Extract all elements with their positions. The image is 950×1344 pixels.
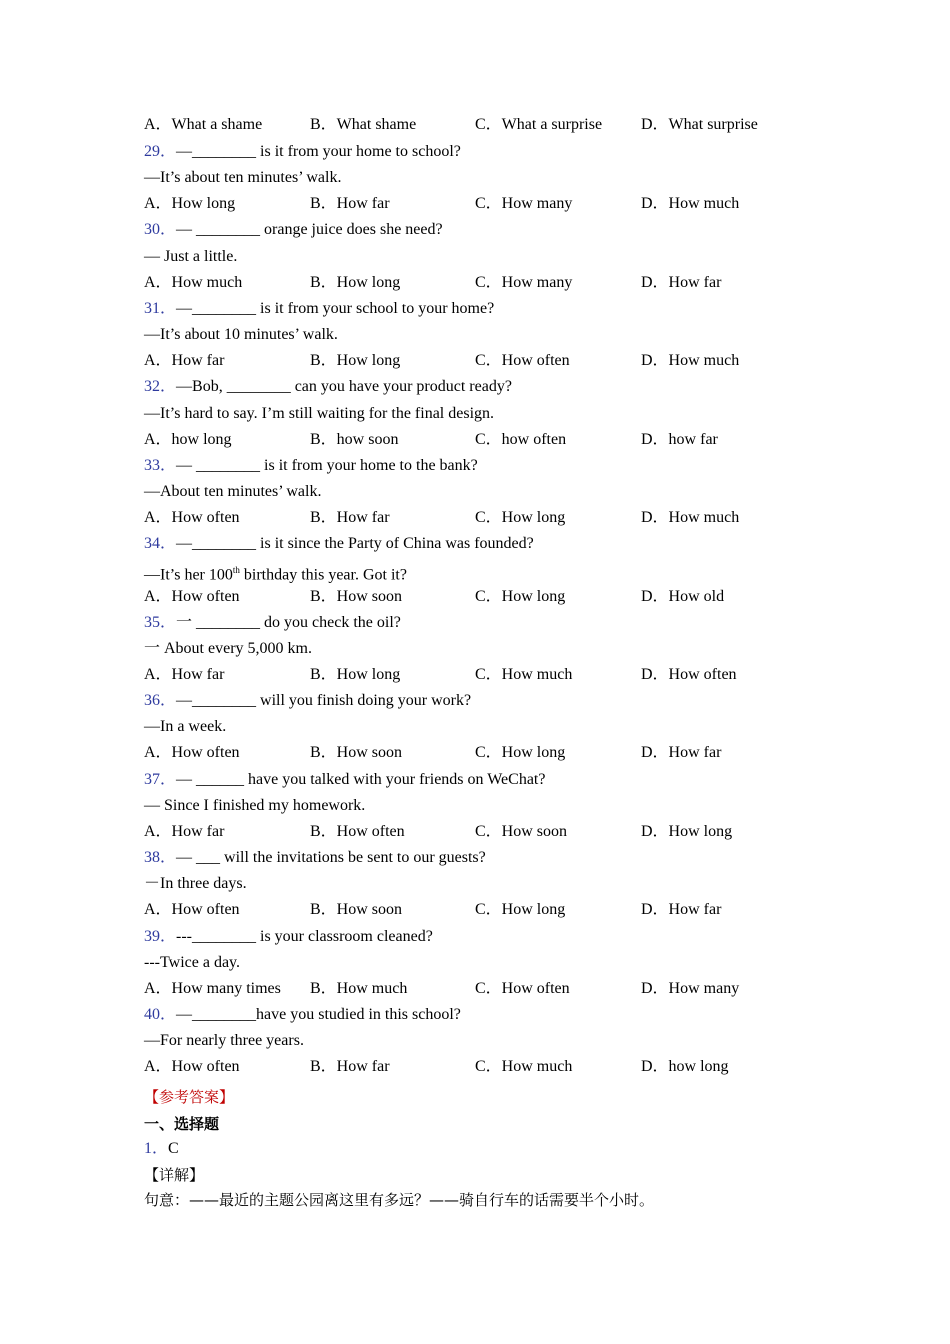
answer-blank: ________ [192, 692, 257, 710]
question-text: is your classroom cleaned? [256, 927, 433, 945]
option-a: A．How often [144, 901, 240, 919]
question-number: 29． [144, 143, 177, 160]
option-a: A．How often [144, 1058, 240, 1076]
dialogue-response: —About ten minutes’ walk. [144, 482, 322, 500]
option-a: A．How often [144, 587, 240, 605]
question-38 [144, 846, 486, 870]
dialogue-response: —For nearly three years. [144, 1032, 304, 1050]
options-row-32 [144, 428, 844, 452]
option-a: A．How much [144, 273, 243, 291]
option-b: B．How far [310, 195, 390, 213]
answer-blank: ______ [196, 770, 245, 788]
option-d: D．How much [641, 195, 740, 213]
option-c: C．How often [475, 352, 570, 370]
question-31 [144, 297, 494, 321]
question-number: 35． [144, 613, 177, 631]
option-d: D．how long [641, 1058, 729, 1076]
question-number: 33． [144, 456, 177, 474]
option-d: D．How far [641, 744, 722, 762]
option-c: C．What a surprise [475, 116, 603, 133]
question-prefix: — [176, 456, 197, 474]
question-text: have you studied in this school? [256, 1005, 461, 1023]
question-prefix: — [176, 221, 197, 239]
option-c: C．How long [475, 901, 566, 919]
ordinal-suffix: th [232, 565, 240, 576]
option-c: C．How much [475, 666, 573, 683]
question-number: 39． [144, 927, 177, 945]
option-a: A．How many times [144, 979, 281, 997]
option-d: D．How much [641, 509, 740, 527]
question-number: 31． [144, 299, 177, 317]
dialogue-response: —It’s about 10 minutes’ walk. [144, 326, 338, 344]
options-row-36 [144, 741, 844, 765]
question-37 [144, 768, 545, 792]
question-30 [144, 218, 443, 242]
question-number: 38． [144, 849, 177, 867]
answers-heading: 【参考答案】 [144, 1088, 235, 1106]
question-prefix: — [176, 143, 193, 160]
question-prefix: — [176, 535, 193, 553]
option-b: B．How far [310, 1058, 390, 1076]
detail-label: 【详解】 [144, 1166, 205, 1184]
options-row-38 [144, 898, 844, 922]
option-d: D．How far [641, 273, 722, 291]
option-b: B．How long [310, 273, 401, 291]
option-d: D．What surprise [641, 116, 758, 133]
question-text: have you talked with your friends on WeChat? [244, 770, 546, 788]
question-32 [144, 375, 512, 399]
question-prefix: —Bob, [176, 378, 227, 396]
question-33 [144, 454, 478, 478]
question-number: 40． [144, 1005, 177, 1023]
option-c: C．How many [475, 195, 573, 213]
dialogue-response: — Since I finished my homework. [144, 796, 366, 814]
dialogue-response: —It’s hard to say. I’m still waiting for the final design. [144, 404, 495, 422]
answer-blank: ________ [226, 378, 291, 396]
question-number: 34． [144, 535, 177, 553]
answer-blank: ________ [192, 299, 257, 317]
answer-blank: ________ [192, 143, 257, 160]
answer-blank: ________ [196, 221, 261, 239]
answer-blank: ________ [192, 535, 257, 553]
options-row-35 [144, 663, 844, 687]
option-c: C．How long [475, 587, 566, 605]
option-a: A．how long [144, 430, 232, 448]
options-row-31 [144, 349, 844, 373]
options-row-33 [144, 506, 844, 530]
answer-blank: ________ [196, 613, 261, 631]
dialogue-response: ---Twice a day. [144, 953, 241, 971]
question-text: can you have your product ready? [290, 378, 512, 396]
option-b: B．How long [310, 666, 401, 683]
option-b: B．What shame [310, 116, 417, 133]
question-prefix: 一 [176, 613, 197, 631]
question-36 [144, 689, 471, 713]
option-b: B．How long [310, 352, 401, 370]
dialogue-response: —In a week. [144, 718, 227, 736]
option-c: C．How often [475, 979, 570, 997]
dialogue-response: 一 About every 5,000 km. [144, 639, 312, 657]
question-prefix: — [176, 692, 193, 710]
answer-blank: ________ [192, 927, 256, 945]
option-d: D．How many [641, 979, 740, 997]
answer-blank: ___ [196, 849, 221, 867]
question-number: 30． [144, 221, 177, 239]
option-c: C．How many [475, 273, 573, 291]
dialogue-response: —It’s about ten minutes’ walk. [144, 169, 342, 187]
option-b: B．how soon [310, 430, 399, 448]
option-a: A．What a shame [144, 116, 263, 133]
question-prefix: --- [176, 927, 192, 945]
options-row-28 [144, 113, 844, 137]
option-c: C．how often [475, 430, 567, 448]
question-number: 37． [144, 770, 177, 788]
question-prefix: — [176, 770, 197, 788]
options-row-37 [144, 820, 844, 844]
question-text: is it from your home to school? [256, 143, 461, 160]
option-a: A．How far [144, 666, 225, 683]
question-text: is it since the Party of China was founded? [256, 535, 534, 553]
options-row-29 [144, 192, 844, 216]
option-b: B．How soon [310, 901, 403, 919]
question-35 [144, 611, 401, 635]
option-a: A．How far [144, 352, 225, 370]
question-prefix: — [176, 849, 197, 867]
option-d: D．How often [641, 666, 737, 683]
question-text: do you check the oil? [260, 613, 401, 631]
question-prefix: — [176, 1005, 193, 1023]
option-b: B．How soon [310, 587, 403, 605]
option-d: D．How far [641, 901, 722, 919]
option-b: B．How often [310, 822, 405, 840]
question-text: will the invitations be sent to our guests? [220, 849, 486, 867]
option-d: D．How long [641, 822, 733, 840]
option-d: D．How much [641, 352, 740, 370]
response-text: birthday this year. Got it? [239, 566, 407, 584]
section-title: 一、选择题 [144, 1115, 220, 1133]
question-number: 32． [144, 378, 177, 396]
dialogue-response [144, 558, 407, 582]
option-c: C．How long [475, 744, 566, 762]
option-a: A．How far [144, 822, 225, 840]
option-a: A．How often [144, 509, 240, 527]
dialogue-response: — Just a little. [144, 247, 238, 265]
question-prefix: — [176, 299, 193, 317]
question-text: is it from your home to the bank? [260, 456, 478, 474]
question-40 [144, 1003, 461, 1027]
answer-value: C [168, 1140, 179, 1157]
question-39 [144, 925, 433, 949]
option-b: B．How far [310, 509, 390, 527]
answer-blank: ________ [196, 456, 261, 474]
option-c: C．How much [475, 1058, 573, 1076]
response-text: —It’s her 100 [144, 566, 233, 584]
option-c: C．How long [475, 509, 566, 527]
answer-blank: ________ [192, 1005, 257, 1023]
option-b: B．How much [310, 979, 408, 997]
option-a: A．How often [144, 744, 240, 762]
question-number: 36． [144, 692, 177, 710]
question-text: will you finish doing your work? [256, 692, 472, 710]
option-b: B．How soon [310, 744, 403, 762]
options-row-40 [144, 1055, 844, 1079]
question-34 [144, 532, 534, 556]
option-a: A．How long [144, 195, 236, 213]
option-d: D．How old [641, 587, 725, 605]
answer-number: 1． [144, 1140, 169, 1157]
question-29 [144, 140, 461, 164]
option-c: C．How soon [475, 822, 568, 840]
question-text: is it from your school to your home? [256, 299, 495, 317]
question-text: orange juice does she need? [260, 221, 443, 239]
dialogue-response: －In three days. [144, 875, 247, 893]
options-row-30 [144, 271, 844, 295]
option-d: D．how far [641, 430, 718, 448]
options-row-39 [144, 977, 844, 1001]
answer-1 [144, 1137, 179, 1161]
detail-text: 句意：——最近的主题公园离这里有多远？——骑自行车的话需要半个小时。 [144, 1191, 655, 1209]
options-row-34 [144, 585, 844, 609]
